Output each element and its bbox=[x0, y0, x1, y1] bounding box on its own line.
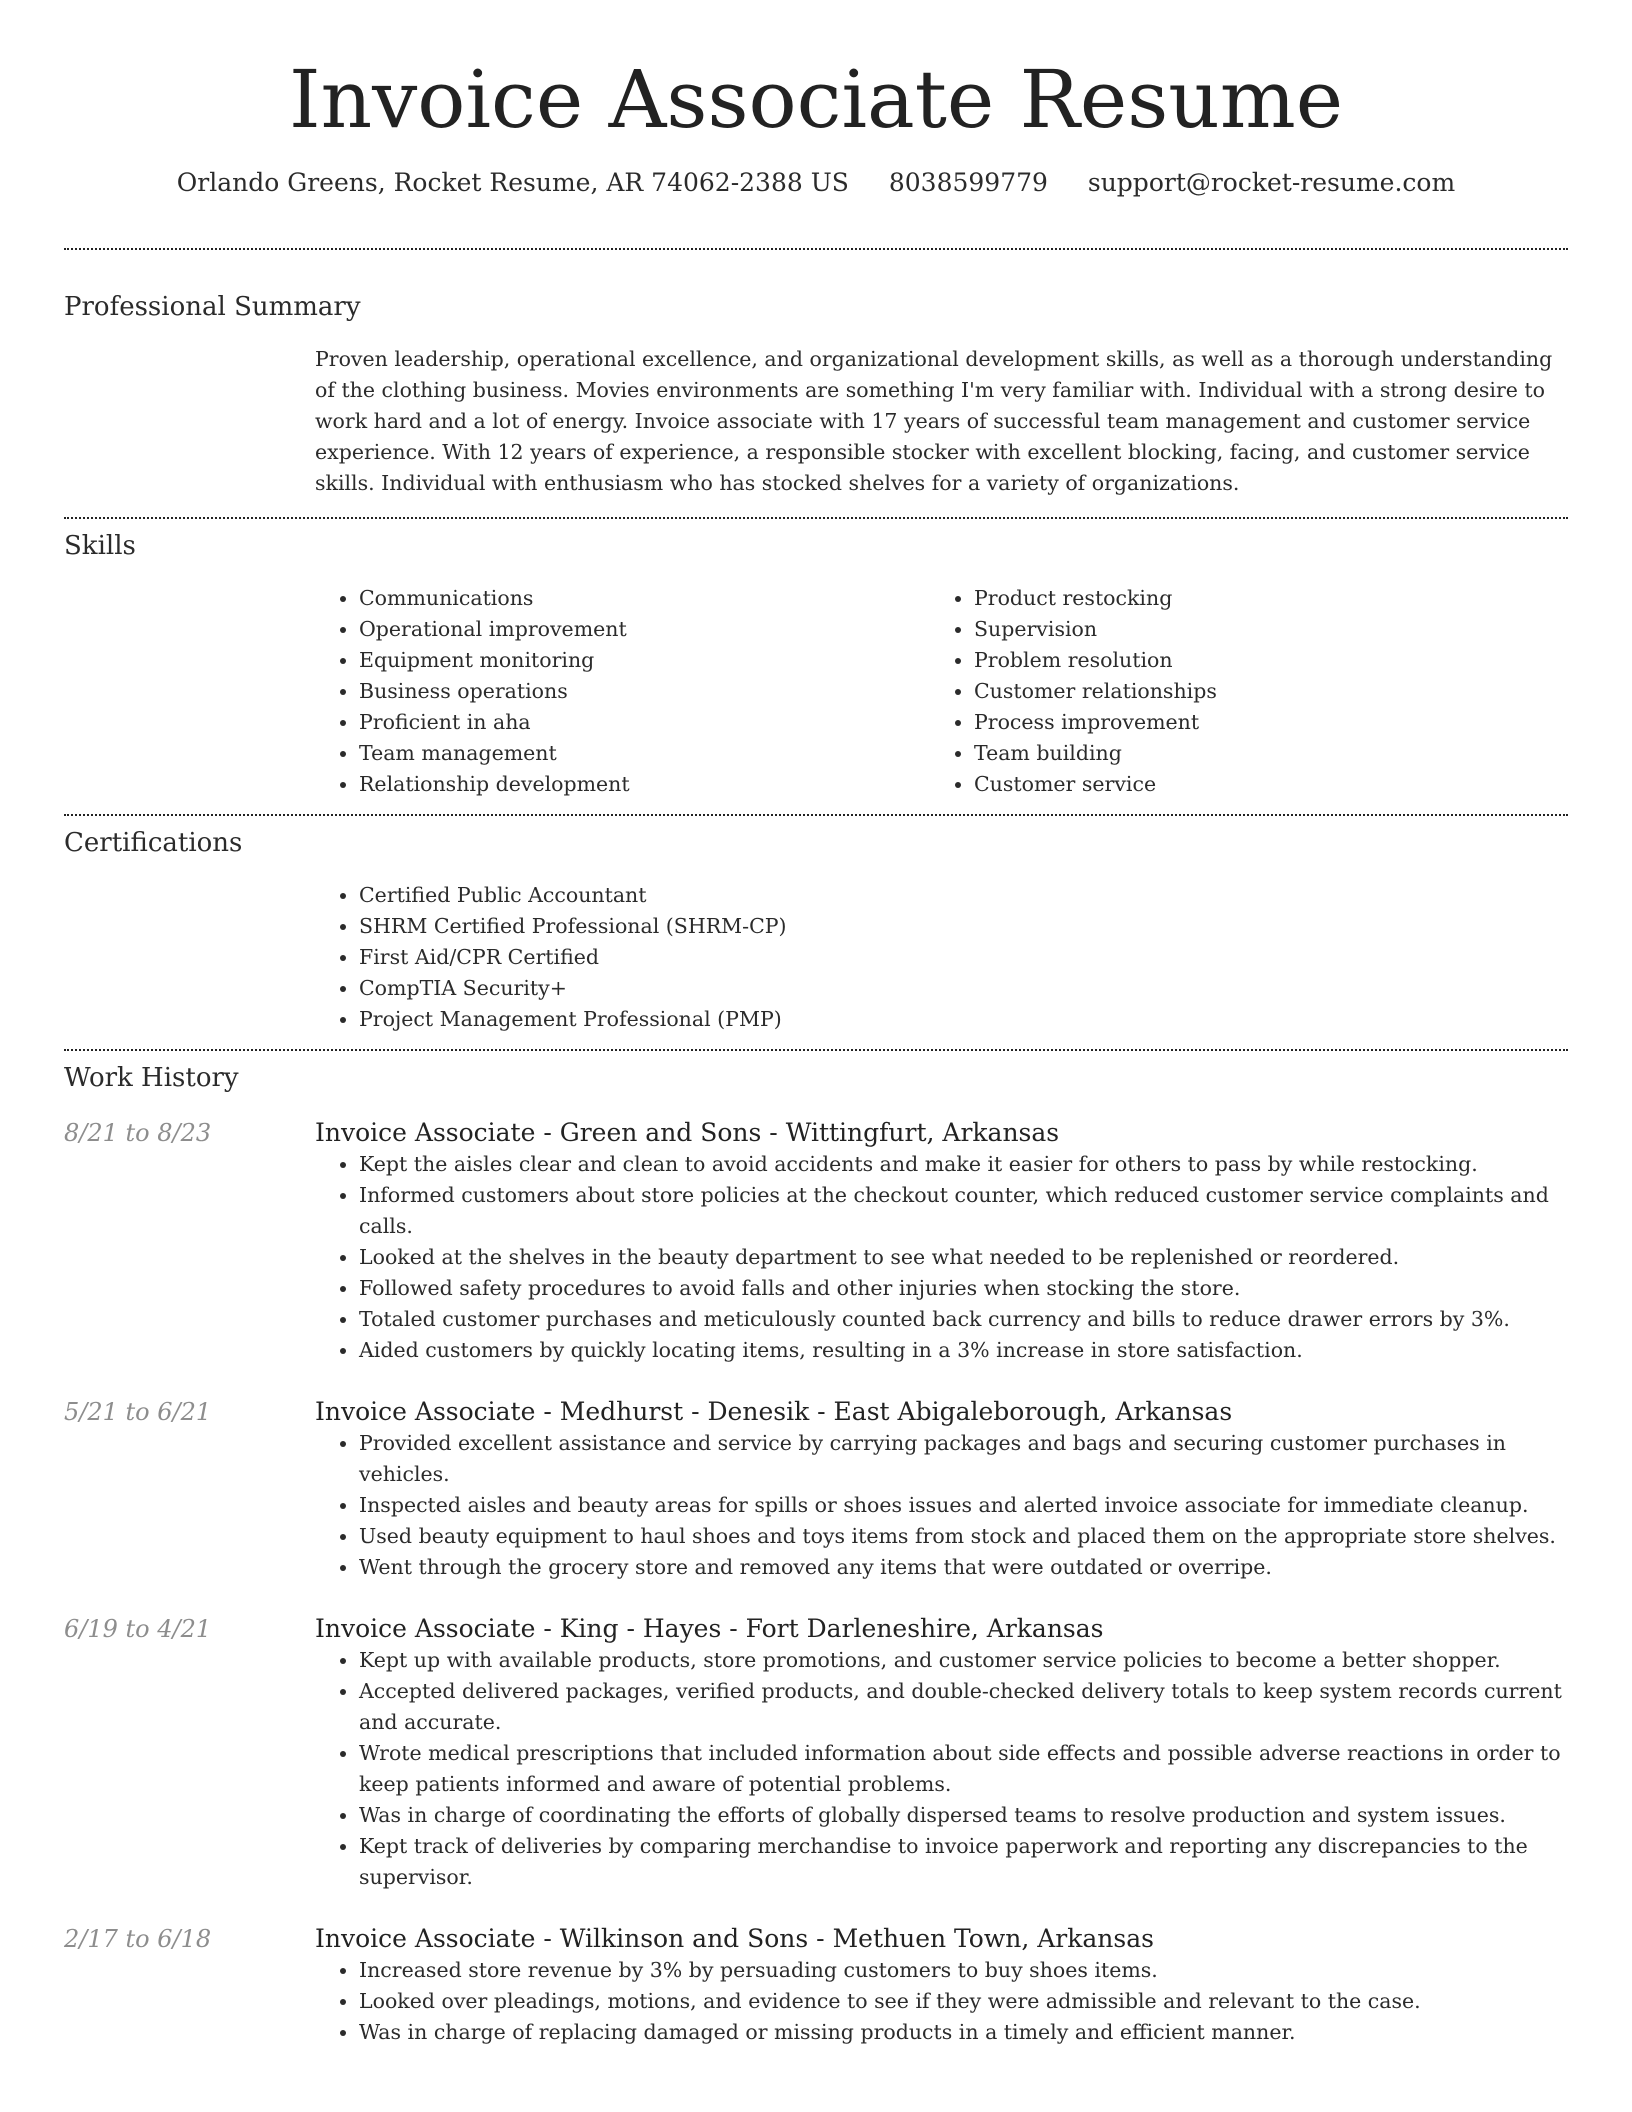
job-bullet: • Looked at the shelves in the beauty department to see what needed to be replenished or reordered. bbox=[359, 1242, 1568, 1273]
certification-item: • First Aid/CPR Certified bbox=[359, 942, 1568, 973]
job-entry bbox=[64, 1613, 1568, 1893]
job-entry bbox=[64, 1396, 1568, 1583]
job-bullet: • Informed customers about store policies at the checkout counter, which reduced customer service complaints and calls. bbox=[359, 1180, 1568, 1242]
job-bullet: • Aided customers by quickly locating items, resulting in a 3% increase in store satisfaction. bbox=[359, 1335, 1568, 1366]
summary-heading: Professional Summary bbox=[64, 292, 361, 322]
divider bbox=[64, 517, 1568, 519]
job-dates: 5/21 to 6/21 bbox=[64, 1398, 212, 1426]
resume-page bbox=[64, 0, 1568, 2048]
skills-heading: Skills bbox=[64, 531, 136, 561]
certification-item: • Certified Public Accountant bbox=[359, 880, 1568, 911]
certifications-list bbox=[315, 880, 1568, 1035]
job-bullet: • Provided excellent assistance and service by carrying packages and bags and securing customer purchases in vehicles. bbox=[359, 1428, 1568, 1490]
skills-left-column bbox=[315, 583, 930, 800]
job-dates: 8/21 to 8/23 bbox=[64, 1119, 212, 1147]
skill-item: • Operational improvement bbox=[359, 614, 930, 645]
divider bbox=[64, 814, 1568, 816]
certifications-heading: Certifications bbox=[64, 828, 243, 858]
divider bbox=[64, 1049, 1568, 1051]
job-entry bbox=[64, 1117, 1568, 1366]
job-bullet: • Wrote medical prescriptions that included information about side effects and possible adverse reactions in order to keep patients informed and aware of potential problems. bbox=[359, 1738, 1568, 1800]
contact-line bbox=[64, 166, 1568, 200]
divider bbox=[64, 248, 1568, 250]
certifications-section bbox=[64, 826, 1568, 1035]
job-bullet: • Went through the grocery store and removed any items that were outdated or overripe. bbox=[359, 1552, 1568, 1583]
certification-item: • SHRM Certified Professional (SHRM-CP) bbox=[359, 911, 1568, 942]
work-history-heading: Work History bbox=[64, 1063, 239, 1093]
job-bullet: • Kept up with available products, store promotions, and customer service policies to become a better shopper. bbox=[359, 1645, 1568, 1676]
skill-item: • Equipment monitoring bbox=[359, 645, 930, 676]
job-title: Invoice Associate - King - Hayes - Fort Darleneshire, Arkansas bbox=[315, 1614, 1104, 1643]
skill-item: • Relationship development bbox=[359, 769, 930, 800]
skill-item: • Communications bbox=[359, 583, 930, 614]
summary-section bbox=[64, 290, 1568, 499]
contact-email: support@rocket-resume.com bbox=[1087, 168, 1456, 197]
job-bullet: • Was in charge of coordinating the efforts of globally dispersed teams to resolve production and system issues. bbox=[359, 1800, 1568, 1831]
skill-item: • Team building bbox=[974, 738, 1545, 769]
job-dates: 6/19 to 4/21 bbox=[64, 1615, 212, 1643]
skill-item: • Supervision bbox=[974, 614, 1545, 645]
job-bullet: • Followed safety procedures to avoid falls and other injuries when stocking the store. bbox=[359, 1273, 1568, 1304]
job-bullet: • Kept the aisles clear and clean to avoid accidents and make it easier for others to pass by while restocking. bbox=[359, 1149, 1568, 1180]
job-bullet: • Kept track of deliveries by comparing merchandise to invoice paperwork and reporting any discrepancies to the supervisor. bbox=[359, 1831, 1568, 1893]
skill-item: • Customer relationships bbox=[974, 676, 1545, 707]
skill-item: • Product restocking bbox=[974, 583, 1545, 614]
job-bullet: • Was in charge of replacing damaged or missing products in a timely and efficient manner. bbox=[359, 2017, 1568, 2048]
skill-item: • Business operations bbox=[359, 676, 930, 707]
job-bullet: • Looked over pleadings, motions, and evidence to see if they were admissible and relevant to the case. bbox=[359, 1986, 1568, 2017]
skill-item: • Proficient in aha bbox=[359, 707, 930, 738]
skill-item: • Customer service bbox=[974, 769, 1545, 800]
job-bullets bbox=[315, 1955, 1568, 2048]
job-bullet: • Accepted delivered packages, verified products, and double-checked delivery totals to keep system records current and accurate. bbox=[359, 1676, 1568, 1738]
work-history-section bbox=[64, 1061, 1568, 2048]
contact-phone: 8038599779 bbox=[888, 168, 1048, 197]
job-bullets bbox=[315, 1149, 1568, 1366]
job-title: Invoice Associate - Green and Sons - Wittingfurt, Arkansas bbox=[315, 1118, 1060, 1147]
skills-columns bbox=[315, 583, 1568, 800]
job-entry bbox=[64, 1923, 1568, 2048]
skills-right-column bbox=[930, 583, 1545, 800]
resume-title: Invoice Associate Resume bbox=[288, 53, 1344, 146]
job-bullets bbox=[315, 1428, 1568, 1583]
job-bullet: • Totaled customer purchases and meticulously counted back currency and bills to reduce drawer errors by 3%. bbox=[359, 1304, 1568, 1335]
job-title: Invoice Associate - Wilkinson and Sons - Methuen Town, Arkansas bbox=[315, 1924, 1154, 1953]
job-bullet: • Inspected aisles and beauty areas for spills or shoes issues and alerted invoice associate for immediate cleanup. bbox=[359, 1490, 1568, 1521]
skills-section bbox=[64, 529, 1568, 800]
skill-item: • Problem resolution bbox=[974, 645, 1545, 676]
job-bullet: • Used beauty equipment to haul shoes and toys items from stock and placed them on the appropriate store shelves. bbox=[359, 1521, 1568, 1552]
certification-item: • CompTIA Security+ bbox=[359, 973, 1568, 1004]
job-bullet: • Increased store revenue by 3% by persuading customers to buy shoes items. bbox=[359, 1955, 1568, 1986]
skill-item: • Process improvement bbox=[974, 707, 1545, 738]
contact-address: Orlando Greens, Rocket Resume, AR 74062-2388 US bbox=[176, 168, 849, 197]
summary-text: Proven leadership, operational excellence, and organizational development skills, as well as a thorough understanding of the clothing business. Movies environments are something I'm very familiar with. Individual with a strong desire to work hard and a lot of energy. Invoice associate with 17 years of successful team management and customer service experience. With 12 years of experience, a responsible stocker with excellent blocking, facing, and customer service skills. Individual with enthusiasm who has stocked shelves for a variety of organizations. bbox=[315, 347, 1553, 495]
job-bullets bbox=[315, 1645, 1568, 1893]
certification-item: • Project Management Professional (PMP) bbox=[359, 1004, 1568, 1035]
skill-item: • Team management bbox=[359, 738, 930, 769]
job-dates: 2/17 to 6/18 bbox=[64, 1925, 212, 1953]
job-title: Invoice Associate - Medhurst - Denesik - East Abigaleborough, Arkansas bbox=[315, 1397, 1233, 1426]
